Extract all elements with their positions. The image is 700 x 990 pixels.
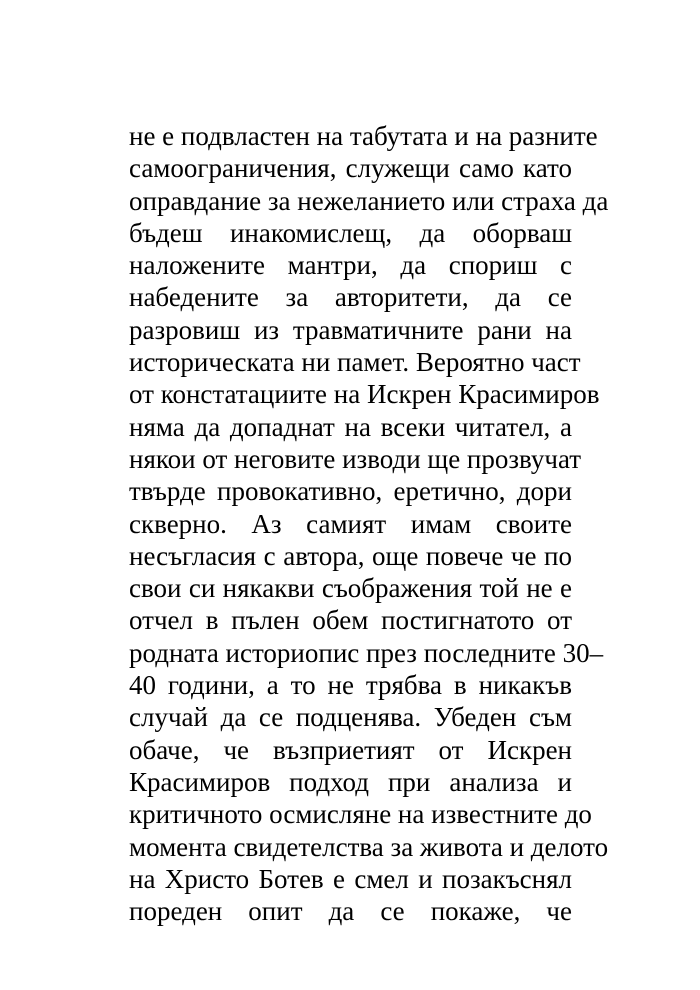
text-line: момента свидетелства за живота и делото — [129, 831, 609, 862]
text-line: разровиш из травматичните рани на — [129, 314, 572, 345]
text-line: критичното осмисляне на известните до — [129, 799, 592, 830]
text-line: случай да се подценява. Убеден съм — [129, 702, 572, 733]
text-line: обаче, че възприетият от Искрен — [129, 734, 572, 765]
text-line: няма да допаднат на всеки читател, а — [129, 411, 572, 442]
text-line: не е подвластен на табутата и на разните — [129, 121, 598, 151]
text-line: някои от неговите изводи ще прозвучат — [129, 443, 582, 474]
text-line: пореден опит да се покаже, че — [129, 896, 572, 927]
text-line: оправдание за нежеланието или страха да — [129, 185, 609, 216]
text-line: 40 години, а то не трябва в никакъв — [129, 670, 572, 701]
text-line: набедените за авторитети, да се — [129, 282, 572, 313]
text-line: историческата ни памет. Вероятно част — [129, 347, 581, 378]
text-line: Красимиров подход при анализа и — [129, 766, 572, 797]
text-line: отчел в пълен обем постигнатото от — [129, 605, 572, 636]
body-text — [129, 120, 609, 927]
text-line: несъгласия с автора, още повече че по — [129, 540, 572, 571]
text-line: на Христо Ботев е смел и позакъснял — [129, 863, 572, 894]
text-line: свои си някакви съображения той не е — [129, 573, 572, 604]
text-line: родната историопис през последните 30– — [129, 637, 604, 668]
text-line: твърде провокативно, еретично, дори — [129, 476, 572, 507]
text-line: от констатациите на Искрен Красимиров — [129, 379, 600, 410]
text-line: скверно. Аз самият имам своите — [129, 508, 572, 539]
text-line: наложените мантри, да спориш с — [129, 250, 572, 281]
text-line: бъдеш инакомислещ, да оборваш — [129, 217, 572, 248]
text-line: самоограничения, служещи само като — [129, 153, 572, 184]
